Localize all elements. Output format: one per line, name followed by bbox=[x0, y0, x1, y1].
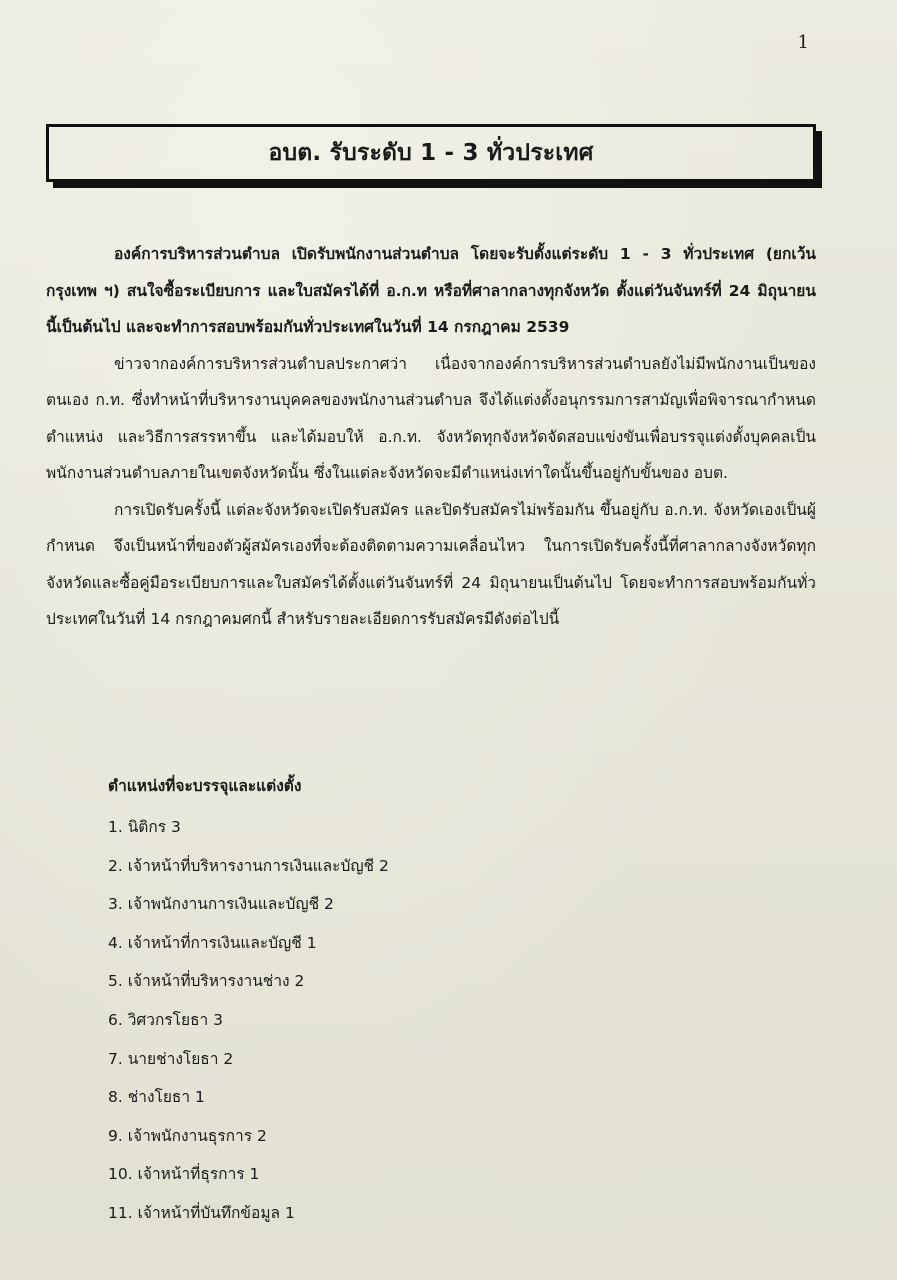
title-box bbox=[46, 124, 816, 182]
list-item: 9. เจ้าพนักงานธุรการ 2 bbox=[108, 1126, 267, 1145]
list-item: 10. เจ้าหน้าที่ธุรการ 1 bbox=[108, 1165, 260, 1184]
positions-section bbox=[108, 768, 389, 1233]
positions-list bbox=[108, 808, 389, 1233]
list-item: 7. นายช่างโยธา 2 bbox=[108, 1049, 234, 1068]
list-item: 5. เจ้าหน้าที่บริหารงานช่าง 2 bbox=[108, 972, 305, 991]
body-paragraph: ข่าวจากองค์การบริหารส่วนตำบลประกาศว่า เนื่องจากองค์การบริหารส่วนตำบลยังไม่มีพนักงานเป็นของตนเอง ก.ท. ซึ่งทำหน้าที่บริหารงานบุคคลของพนักงานส่วนตำบล จึงได้แต่งตั้งอนุกรรมการสามัญเพื่อพิจารณากำหนดตำแหน่ง และวิธีการสรรหาขึ้น และได้มอบให้ อ.ก.ท. จังหวัดทุกจังหวัดจัดสอบแข่งขันเพื่อบรรจุแต่งตั้งบุคคลเป็นพนักงานส่วนตำบลภายในเขตจังหวัดนั้น ซึ่งในแต่ละจังหวัดจะมีตำแหน่งเท่าใดนั้นขึ้นอยู่กับขั้นของ อบต. bbox=[46, 354, 816, 482]
list-item: 2. เจ้าหน้าที่บริหารงานการเงินและบัญชี 2 bbox=[108, 856, 389, 875]
list-item: 11. เจ้าหน้าที่บันทึกข้อมูล 1 bbox=[108, 1203, 295, 1222]
page-number: 1 bbox=[797, 32, 809, 53]
list-item: 4. เจ้าหน้าที่การเงินและบัญชี 1 bbox=[108, 933, 317, 952]
lead-paragraph: องค์การบริหารส่วนตำบล เปิดรับพนักงานส่วนตำบล โดยจะรับตั้งแต่ระดับ 1 - 3 ทั่วประเทศ (ยกเว้นกรุงเทพ ฯ) สนใจซื้อระเบียบการ และใบสมัครได้ที่ อ.ก.ท หรือที่ศาลากลางทุกจังหวัด ตั้งแต่วันจันทร์ที่ 24 มิถุนายน นี้เป็นต้นไป และจะทำการสอบพร้อมกันทั่วประเทศในวันที่ 14 กรกฎาคม 2539 bbox=[46, 245, 816, 336]
list-item: 1. นิติกร 3 bbox=[108, 818, 181, 836]
list-item: 6. วิศวกรโยธา 3 bbox=[108, 1010, 224, 1029]
list-item: 8. ช่างโยธา 1 bbox=[108, 1088, 205, 1107]
page-title: อบต. รับระดับ 1 - 3 ทั่วประเทศ bbox=[268, 140, 594, 166]
body-text bbox=[46, 236, 816, 638]
positions-heading: ตำแหน่งที่จะบรรจุและแต่งตั้ง bbox=[108, 777, 302, 795]
list-item: 3. เจ้าพนักงานการเงินและบัญชี 2 bbox=[108, 895, 334, 914]
body-paragraph: การเปิดรับครั้งนี้ แต่ละจังหวัดจะเปิดรับสมัคร และปิดรับสมัครไม่พร้อมกัน ขึ้นอยู่กับ อ.ก.ท. จังหวัดเองเป็นผู้กำหนด จึงเป็นหน้าที่ของตัวผู้สมัครเองที่จะต้องติดตามความเคลื่อนไหว ในการเปิดรับครั้งนี้ที่ศาลากลางจังหวัดทุกจังหวัดและซื้อคู่มือระเบียบการและใบสมัครได้ตั้งแต่วันจันทร์ที่ 24 มิถุนายนเป็นต้นไป โดยจะทำการสอบพร้อมกันทั่วประเทศในวันที่ 14 กรกฎาคมศกนี้ สำหรับรายละเอียดการรับสมัครมีดังต่อไปนี้ bbox=[46, 500, 816, 628]
